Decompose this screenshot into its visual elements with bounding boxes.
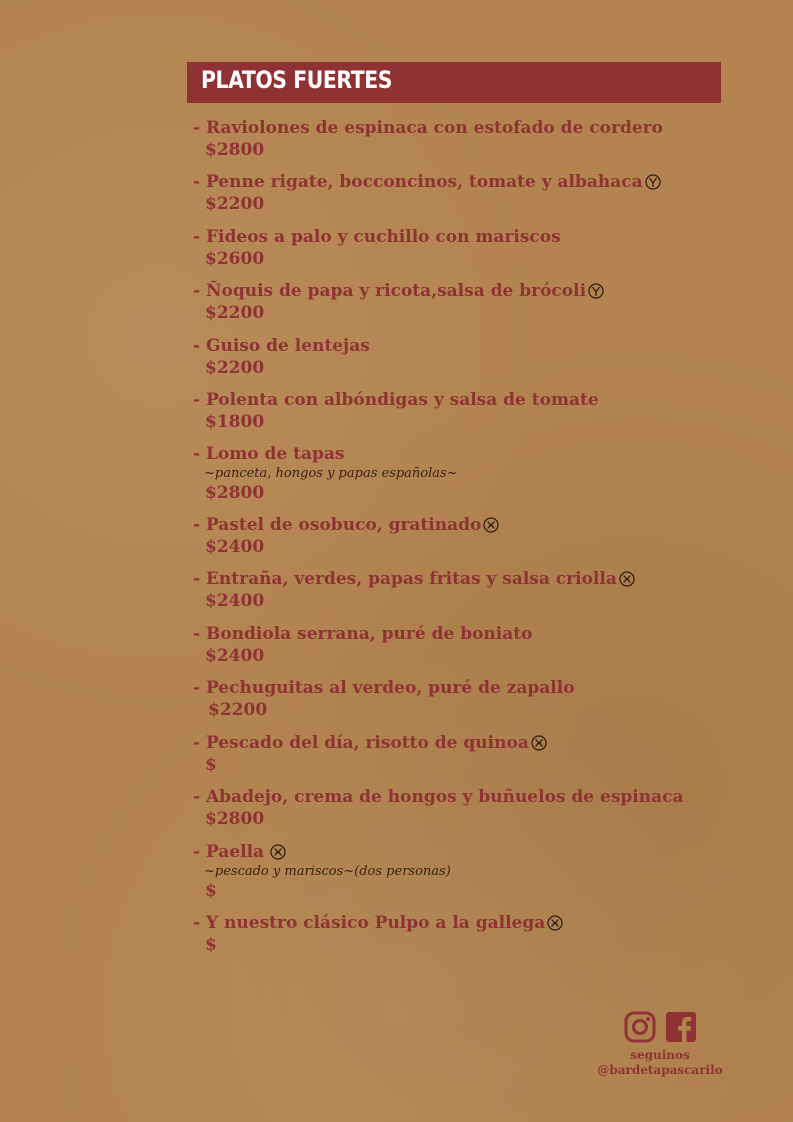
menu-item [193,841,753,902]
gluten-free-icon [483,517,499,533]
menu-item [193,732,753,776]
menu-item-name: - Entraña, verdes, papas fritas y salsa criolla [193,569,617,589]
gluten-free-icon [547,915,563,931]
menu-item-price: $2600 [205,249,265,269]
menu-item-price: $2400 [205,646,265,666]
menu-item-price: $2200 [205,303,265,323]
menu-item-name: - Ñoquis de papa y ricota,salsa de brócoli [193,281,587,301]
gluten-free-icon [270,844,286,860]
menu-item-name: - Pastel de osobuco, gratinado [193,515,482,535]
menu-item [193,117,753,161]
gluten-free-icon [531,735,547,751]
menu-item-name: - Guiso de lentejas [193,336,370,356]
menu-item-name: - Raviolones de espinaca con estofado de cordero [193,118,663,138]
menu-item [193,786,753,830]
menu-item-price: $ [205,935,217,955]
section-header [187,62,721,103]
menu-item-price: $2200 [208,700,268,720]
menu-item [193,335,753,379]
menu-item [193,280,753,324]
gluten-free-icon [619,571,635,587]
menu-item-name: - Bondiola serrana, puré de boniato [193,624,533,644]
menu-item-price: $2800 [205,483,265,503]
menu-item-price: $ [205,755,217,775]
menu-item [193,514,753,558]
menu-item [193,226,753,270]
menu-item-price: $2200 [205,194,265,214]
menu-item-price: $2200 [205,358,265,378]
menu-item [193,389,753,433]
section-title: PLATOS FUERTES [201,66,393,94]
menu-item [193,912,753,956]
menu-item-name: - Fideos a palo y cuchillo con mariscos [193,227,561,247]
social-handle[interactable]: @bardetapascarilo [597,1063,723,1077]
menu-item-name: - Penne rigate, bocconcinos, tomate y albahaca [193,172,643,192]
facebook-icon[interactable] [666,1012,696,1042]
menu-item-name: - Pescado del día, risotto de quinoa [193,733,529,753]
menu-item-price: $2400 [205,591,265,611]
menu-item-price: $2800 [205,809,265,829]
menu-item [193,443,753,504]
menu-item [193,171,753,215]
social-block [595,1010,725,1078]
menu-item-name: - Polenta con albóndigas y salsa de tomate [193,390,599,410]
menu-item-name: - Abadejo, crema de hongos y buñuelos de espinaca [193,787,684,807]
menu-item-name: - Pechuguitas al verdeo, puré de zapallo [193,678,575,698]
menu-item [193,623,753,667]
follow-text: seguinos [630,1048,690,1062]
vegetarian-icon [588,283,604,299]
menu-item-description: ~pescado y mariscos~(dos personas) [204,864,451,879]
menu-item-price: $2400 [205,537,265,557]
menu-item-price: $2800 [205,140,265,160]
menu-item-name: - Lomo de tapas [193,444,345,464]
menu-item-name: - Y nuestro clásico Pulpo a la gallega [193,913,546,933]
vegetarian-icon [645,174,661,190]
menu-item-description: ~panceta, hongos y papas españolas~ [204,466,458,481]
instagram-icon[interactable] [624,1011,656,1043]
menu-item-price: $1800 [205,412,265,432]
menu-item-price: $ [205,881,217,901]
menu-item-name: - Paella [193,842,265,862]
menu-item [193,677,753,721]
menu-item [193,568,753,612]
